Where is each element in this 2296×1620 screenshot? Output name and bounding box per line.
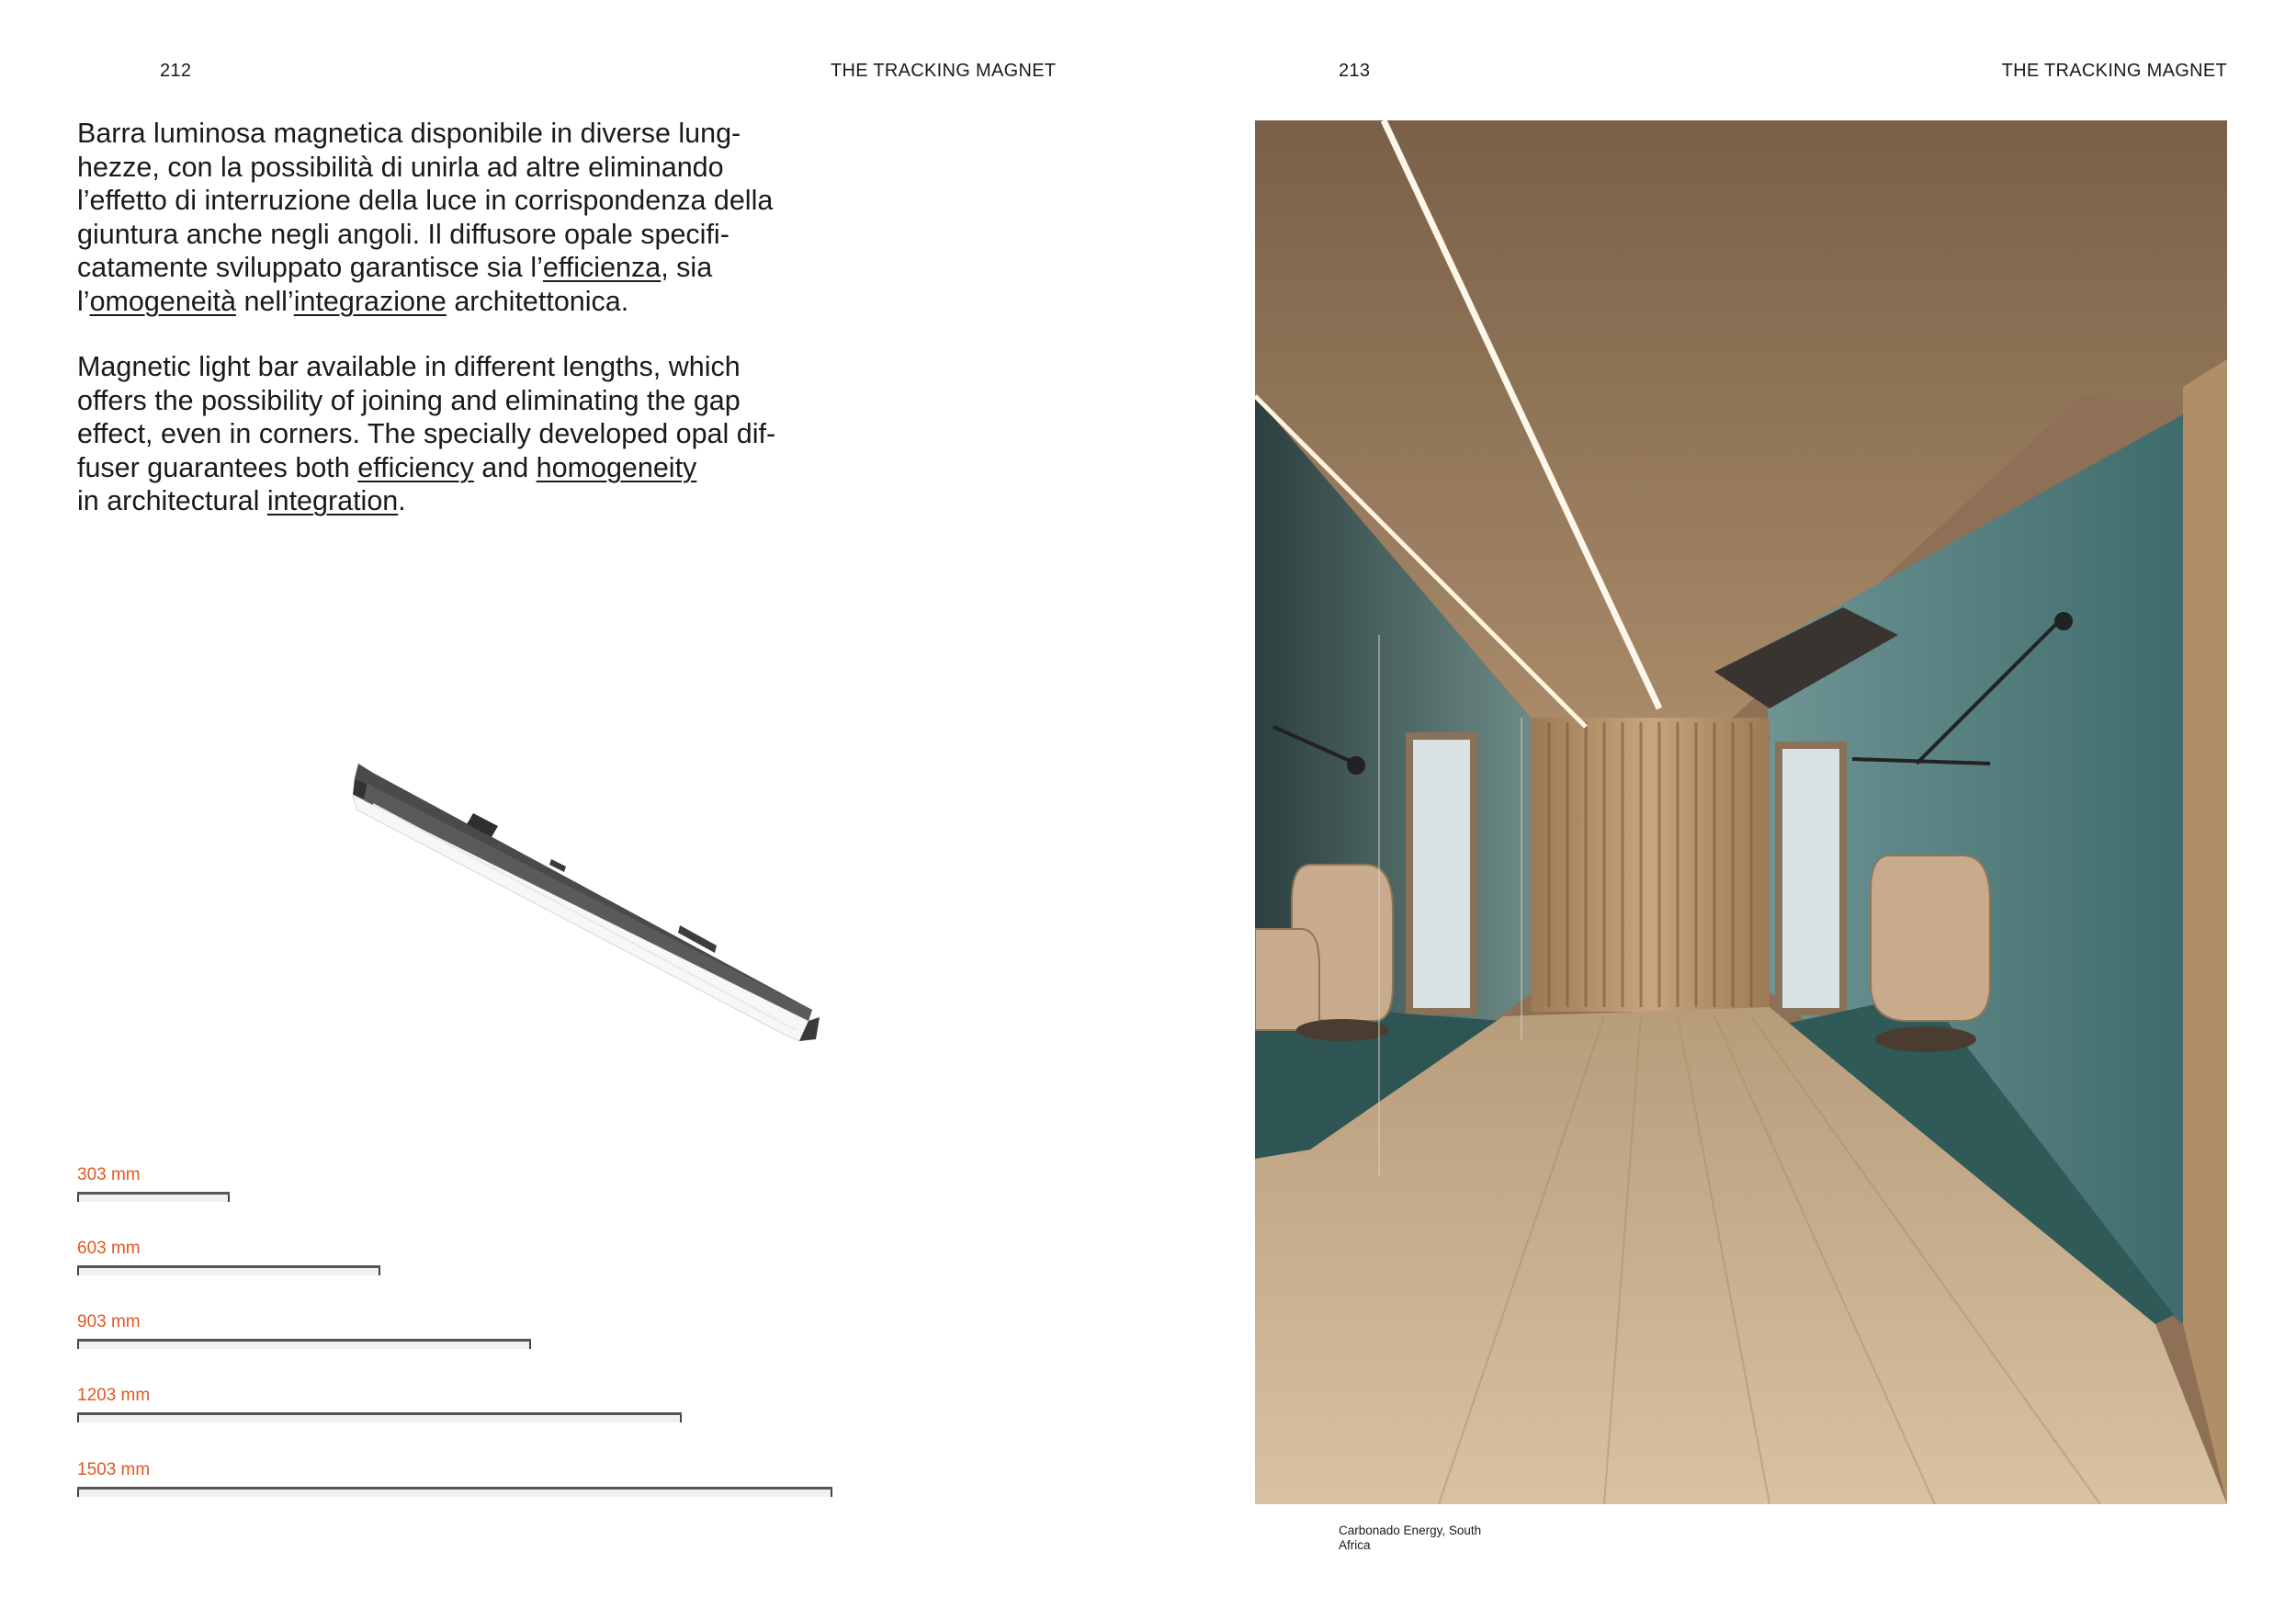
english-description [77,350,803,518]
text-span: l’ [77,285,90,317]
text-span: architettonica. [446,285,629,317]
length-label-303: 303 mm [77,1165,141,1184]
text-span: nell’ [235,285,294,317]
text-line: giuntura anche negli angoli. Il diffusore opale specifi- [77,218,730,250]
text-span: catamente sviluppato garantisce sia l’ [77,252,543,283]
length-label-1203: 1203 mm [77,1386,151,1405]
page-number-right: 213 [1339,61,1371,81]
caption-line: Carbonado Energy, South [1339,1524,1482,1537]
text-line: hezze, con la possibilità di unirla ad altre eliminando [77,151,724,183]
length-label-1503: 1503 mm [77,1460,151,1479]
length-bar [77,1192,230,1203]
text-line: Barra luminosa magnetica disponibile in diverse lung- [77,118,741,149]
section-title-left: THE TRACKING MAGNET [831,61,1057,81]
length-bar [77,1265,380,1276]
length-label-603: 603 mm [77,1239,141,1258]
page-number-left: 212 [160,61,192,81]
italian-description [77,117,803,318]
text-line: l’effetto di interruzione della luce in corrispondenza della [77,185,774,216]
text-line: Magnetic light bar available in different lengths, which [77,351,741,382]
link-integration[interactable]: integration [266,485,399,516]
length-bar [77,1339,531,1350]
link-efficienza[interactable]: efficienza [542,252,662,283]
text-line: effect, even in corners. The specially developed opal dif- [77,418,776,449]
link-omogeneita[interactable]: omogeneità [89,285,236,317]
caption-line: Africa [1339,1538,1371,1552]
text-span: in architectural [77,485,267,516]
section-title-right: THE TRACKING MAGNET [2001,61,2227,81]
text-span: , sia [661,252,713,283]
text-span: fuser guarantees both [77,451,358,483]
text-line: offers the possibility of joining and eliminating the gap [77,384,741,416]
text-line [77,285,803,319]
interior-photo [1255,120,2227,1504]
link-homogeneity[interactable]: homogeneity [536,451,697,483]
text-span: and [473,451,537,483]
length-bar [77,1412,682,1423]
length-label-903: 903 mm [77,1312,141,1331]
photo-caption [1339,1524,1504,1553]
length-bar [77,1487,832,1498]
link-efficiency[interactable]: efficiency [357,451,474,483]
text-line [77,484,803,518]
text-line [77,451,803,485]
light-bar-product-image [331,749,845,1052]
text-line [77,251,803,285]
link-integrazione[interactable]: integrazione [293,285,447,317]
text-span: . [398,485,406,516]
